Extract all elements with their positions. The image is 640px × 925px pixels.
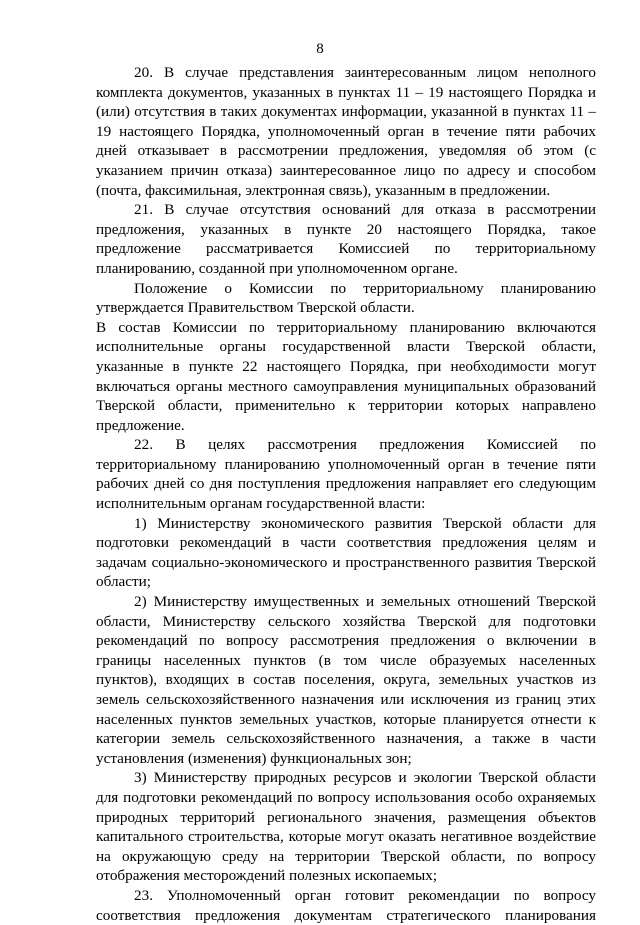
paragraph-22-item-3: 3) Министерству природных ресурсов и экологии Тверской области для подготовки рекомендаций по вопросу использования особо охраняемых природных территорий регионального значения, размещения объектов капитального строительства, которые могут оказать негативное воздействие на окружающую среду на территории Тверской области, по вопросу отображения месторождений полезных ископаемых; [96,769,596,885]
document-body [96,63,596,925]
paragraph-22-item-2: 2) Министерству имущественных и земельных отношений Тверской области, Министерству сельского хозяйства Тверской для подготовки рекомендаций по вопросу рассмотрения предложения о включении в границы населенных пунктов (в том числе образуемых населенных пунктов), входящих в состав поселения, округа, земельных участков из земель сельскохозяйственного назначения или исключения из границ этих населенных пунктов земельных участков, которые планируется отнести к категории земель сельскохозяйственного назначения, а также в части установления (изменения) функциональных зон; [96,593,596,767]
page-number: 8 [316,41,324,57]
paragraph-20: 20. В случае представления заинтересованным лицом неполного комплекта документов, указанных в пунктах 11 – 19 настоящего Порядка и (или) отсутствия в таких документах информации, указанной в пунктах 11 – 19 настоящего Порядка, уполномоченный орган в течение пяти рабочих дней отказывает в рассмотрении предложения, уведомляя об этом (с указанием причин отказа) заинтересованное лицо по адресу и способом (почта, факсимильная, электронная связь), указанным в предложении. [96,64,596,199]
paragraph-22-item-1: 1) Министерству экономического развития Тверской области для подготовки рекомендаций в части соответствия предложения целям и задачам социально-экономического и пространственного развития Тверской области; [96,514,596,591]
paragraph-22: 22. В целях рассмотрения предложения Комиссией по территориальному планированию уполномоченный орган в течение пяти рабочих дней со дня поступления предложения направляет его следующим исполнительным органам государственной власти: [96,436,596,513]
paragraph-commission-composition: В состав Комиссии по территориальному планированию включаются исполнительные органы государственной власти Тверской области, указанные в пункте 22 настоящего Порядка, при необходимости могут включаться органы местного самоуправления муниципальных образований Тверской области, применительно к территории которых направлено предложение. [96,318,596,434]
paragraph-21: 21. В случае отсутствия оснований для отказа в рассмотрении предложения, указанных в пункте 20 настоящего Порядка, такое предложение рассматривается Комиссией по территориальному планированию, созданной при уполномоченном органе. [96,201,596,277]
paragraph-commission-regulation: Положение о Комиссии по территориальному планированию утверждается Правительством Тверской области. [96,279,596,317]
paragraph-23: 23. Уполномоченный орган готовит рекомендации по вопросу соответствия предложения документам стратегического планирования [96,886,596,924]
